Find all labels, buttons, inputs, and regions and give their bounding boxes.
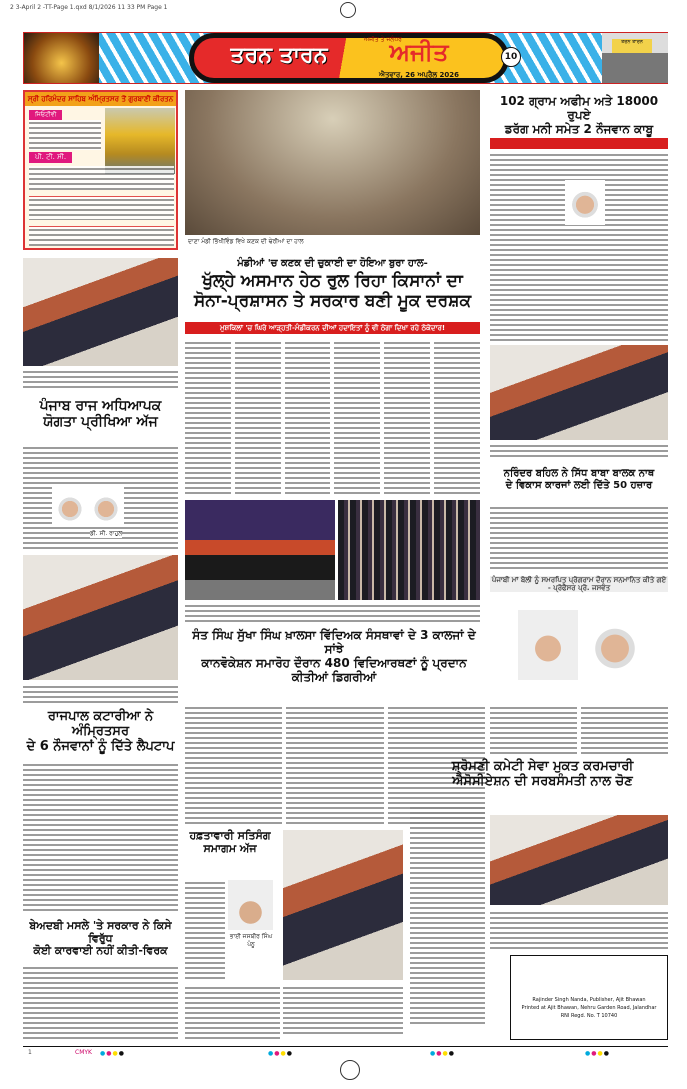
laptop-body <box>23 762 178 912</box>
opium-headline-line1: 102 ਗ੍ਰਾਮ ਅਫੀਮ ਅਤੇ 18000 ਰੁਪਏ <box>499 94 659 122</box>
official-photo <box>88 487 124 527</box>
jasbir-singh-photo <box>228 880 273 930</box>
behl-body <box>490 505 668 570</box>
speaker-photo-1 <box>518 610 578 680</box>
paper-title: ਅਜੀਤ <box>389 38 449 66</box>
body-text <box>29 196 174 220</box>
behl-caption <box>490 443 668 457</box>
teacher-headline-line1: ਪੰਜਾਬ ਰਾਜ ਅਧਿਆਪਕ <box>39 398 162 414</box>
beadbi-headline-line1: ਬੇਅਦਬੀ ਮਸਲੇ 'ਤੇ ਸਰਕਾਰ ਨੇ ਕਿਸੇ ਵਿਰੁੱਧ <box>29 919 172 945</box>
sgpc-group-photo <box>490 815 668 905</box>
body-text <box>29 166 174 190</box>
label-jiotv: ਜਿਓਟੀਵੀ <box>29 110 62 120</box>
masthead <box>23 32 668 84</box>
convocation-students-photo <box>338 500 480 600</box>
speaker-photo-2 <box>585 610 645 680</box>
convocation-headline-line1: ਸੰਤ ਸਿੰਘ ਸੁੱਖਾ ਸਿੰਘ ਖ਼ਾਲਸਾ ਵਿੱਦਿਅਕ ਸੰਸਥਾਵਾਂ ਦੇ 3 ਕਾਲਜਾਂ ਦੇ ਸਾਂਝੇ <box>192 628 476 656</box>
laptop-photo <box>23 555 178 680</box>
crop-mark-icon <box>340 1060 360 1080</box>
lead-headline-line2: ਸੋਨਾ-ਪ੍ਰਸ਼ਾਸਨ ਤੇ ਸਰਕਾਰ ਬਣੀ ਮੂਕ ਦਰਸ਼ਕ <box>193 290 472 311</box>
lead-photo-caption: ਦਾਣਾ ਮੰਡੀ ਭਿੱਖੀਵਿੰਡ ਵਿਖੇ ਕਣਕ ਦੀ ਢੇਰੀਆਂ ਦਾ ਹਾਲ <box>188 238 304 245</box>
lead-subhead: ਮੁਸ਼ਕਿਲਾਂ 'ਚ ਘਿਰੇ ਆੜ੍ਹਤੀ-ਮੰਡੀਕਰਨ ਦੀਆਂ ਹਦਾਇਤਾਂ ਨੂੰ ਵੀ ਠੇਂਗਾ ਦਿਖਾ ਰਹੇ ਠੇਕੇਦਾਰ! <box>185 322 480 334</box>
award-caption <box>23 369 178 389</box>
event-caption <box>283 985 403 1035</box>
imprint-line3: RNI Regd. No. T 10740 <box>560 1013 618 1019</box>
footer-cmyk: CMYK <box>75 1049 92 1056</box>
beadbi-body <box>23 965 178 1040</box>
satsang-photo-caption: ਭਾਈ ਜਸਬੀਰ ਸਿੰਘ ਪੰਨੂ <box>229 933 273 948</box>
behl-headline-line1: ਨਰਿੰਦਰ ਬਹਿਲ ਨੇ ਸਿੱਧ ਬਾਬਾ ਬਾਲਕ ਨਾਥ <box>503 468 655 479</box>
lead-headline-line1: ਖੁੱਲ੍ਹੇ ਅਸਮਾਨ ਹੇਠ ਰੁਲ ਰਿਹਾ ਕਿਸਾਨਾਂ ਦਾ <box>202 271 463 291</box>
laptop-caption <box>23 684 178 706</box>
beadbi-headline <box>23 920 178 958</box>
color-registration-marks: ●●●● <box>268 1050 293 1057</box>
harmandar-sahib-photo <box>105 108 175 174</box>
label-ptc: ਪੀ. ਟੀ. ਸੀ. <box>29 152 72 163</box>
gray-headline: ਪੰਜਾਬੀ ਮਾਂ ਬੋਲੀ ਨੂੰ ਸਮਰਪਿਤ ਪ੍ਰੋਗਰਾਮ ਦੌਰਾਨ ਸਨਮਾਨਿਤ ਕੀਤੇ ਗਏ - ਪ੍ਰੋਫੈਸਰ ਪ੍ਰੋ. ਜਸਵੰਤ <box>491 576 667 593</box>
laptop-headline <box>23 710 178 755</box>
convocation-body-right <box>490 705 668 755</box>
body-text <box>29 226 174 246</box>
dc-photo <box>52 487 88 527</box>
laptop-headline-line2: ਦੇ 6 ਨੌਜਵਾਨਾਂ ਨੂੰ ਦਿੱਤੇ ਲੈਪਟਾਪ <box>26 738 175 754</box>
beadbi-headline-line2: ਕੋਈ ਕਾਰਵਾਈ ਨਹੀਂ ਕੀਤੀ-ਵਿਰਕ <box>33 944 168 958</box>
teacher-headline-line2: ਯੋਗਤਾ ਪ੍ਰੀਖਿਆ ਅੱਜ <box>43 414 158 431</box>
behl-headline-line2: ਦੇ ਵਿਕਾਸ ਕਾਰਜਾਂ ਲਈ ਦਿੱਤੇ 50 ਹਜ਼ਾਰ <box>505 479 653 491</box>
sgpc-headline <box>400 760 685 790</box>
hukamnama-box <box>23 90 178 250</box>
satsang-headline: ਹਫ਼ਤਾਵਾਰੀ ਸਤਿਸੰਗ ਸਮਾਗਮ ਅੱਜ <box>189 829 271 855</box>
crop-mark-icon <box>340 2 356 18</box>
sgpc-headline-line1: ਸ਼੍ਰੋਮਣੀ ਕਮੇਟੀ ਸੇਵਾ ਮੁਕਤ ਕਰਮਚਾਰੀ <box>451 759 634 774</box>
officer-photo <box>565 180 605 225</box>
page-number: 10 <box>501 47 521 67</box>
imprint-line2: Printed at Ajit Bhawan, Nehru Garden Road, Jalandhar <box>521 1005 657 1011</box>
body-text <box>29 120 101 150</box>
color-registration-marks: ●●●● <box>100 1050 125 1057</box>
wheat-mandi-photo <box>185 90 480 235</box>
city-title: ਤਰਨ ਤਾਰਨ <box>230 43 328 68</box>
imprint-line1: Rajinder Singh Nanda, Publisher, Ajit Bhawan <box>532 997 646 1003</box>
footer-rule <box>23 1046 668 1047</box>
convocation-stage-photo <box>185 500 335 600</box>
behl-headline <box>490 468 668 491</box>
opium-subhead-bar <box>490 138 668 149</box>
lead-headline <box>185 272 480 311</box>
sgpc-right-body <box>490 910 668 950</box>
print-slug: 2 3-April 2 -TT-Page 1.qxd 8/1/2026 11 33 PM Page 1 <box>10 4 168 11</box>
behl-photo <box>490 345 668 440</box>
golden-temple-photo <box>24 33 99 83</box>
tarn-taran-sign-photo <box>602 33 668 83</box>
imprint-box <box>510 955 668 1040</box>
opium-headline <box>490 95 668 136</box>
laptop-headline-line1: ਰਾਜਪਾਲ ਕਟਾਰੀਆ ਨੇ ਅੰਮ੍ਰਿਤਸਰ <box>47 709 154 739</box>
middle-body <box>185 985 280 1040</box>
issue-date: ਐਤਵਾਰ, 26 ਅਪ੍ਰੈਲ 2026 <box>379 71 460 79</box>
event-photo <box>283 830 403 980</box>
color-registration-marks: ●●●● <box>585 1050 610 1057</box>
edition-note: ਅਜੀਤ ਤੇ ਜਲੰਧਰ <box>364 36 402 43</box>
footer-page: 1 <box>28 1049 32 1056</box>
sgpc-body <box>410 805 485 1025</box>
teacher-headline <box>23 398 178 430</box>
convocation-headline <box>185 628 483 684</box>
convocation-headline-line2: ਕਾਨਵੋਕੇਸ਼ਨ ਸਮਾਰੋਹ ਦੌਰਾਨ 480 ਵਿਦਿਆਰਥਣਾਂ ਨੂੰ ਪ੍ਰਦਾਨ ਕੀਤੀਆਂ ਡਿਗਰੀਆਂ <box>201 656 467 684</box>
lead-kicker: ਮੰਡੀਆਂ 'ਚ ਕਣਕ ਦੀ ਚੁਕਾਈ ਦਾ ਹੋਇਆ ਬੁਰਾ ਹਾਲ- <box>237 258 428 269</box>
lead-body <box>185 340 480 495</box>
sgpc-headline-line2: ਐਸੋਸੀਏਸ਼ਨ ਦੀ ਸਰਬਸੰਮਤੀ ਨਾਲ ਚੋਣ <box>452 773 633 789</box>
opium-headline-line2: ਡਰੱਗ ਮਨੀ ਸਮੇਤ 2 ਨੌਜਵਾਨ ਕਾਬੂ <box>504 121 654 136</box>
award-photo <box>23 258 178 366</box>
satsang-body <box>185 880 225 980</box>
color-registration-marks: ●●●● <box>430 1050 455 1057</box>
dc-caption: ਡੀ. ਸੀ. ਰਾਹੁਲ <box>90 530 123 537</box>
hukamnama-title: ਸ੍ਰੀ ਹਰਿਮੰਦਰ ਸਾਹਿਬ ਅੰਮ੍ਰਿਤਸਰ ਤੋਂ ਗੁਰਬਾਣੀ ਕੀਰਤਨ <box>25 92 176 106</box>
sign-board: ਤਰਨ ਤਾਰਨ <box>612 39 652 53</box>
convocation-caption <box>185 603 480 623</box>
